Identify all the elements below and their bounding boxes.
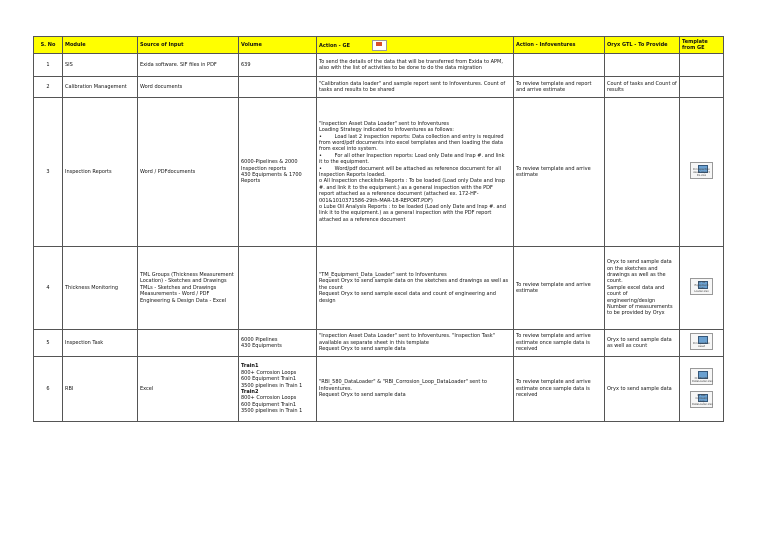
cell-action-ge-line: "Calibration data loader" and sample report sent to Infoventures. Count of <box>319 80 506 87</box>
cell-action-info <box>514 98 605 247</box>
cell-action-info-line: estimate <box>516 288 539 294</box>
cell-action-ge <box>317 247 514 330</box>
cell-action-ge-line: Request Oryx to send sample data <box>319 346 406 353</box>
migration-table <box>33 36 724 422</box>
cell-volume <box>239 330 317 357</box>
cell-template <box>680 357 724 422</box>
cell-volume-line: Train1 <box>241 363 259 370</box>
cell-source-line: Measurements - Word / PDF <box>140 291 210 298</box>
cell-source: Exida software. SIF files in PDF <box>138 54 239 77</box>
cell-volume-line: Inspection reports <box>241 165 287 172</box>
cell-volume-line: Reports <box>241 178 261 185</box>
cell-oryx-line: drawings as well as the <box>607 271 666 278</box>
attachment-caption: Di Inspection Asset Import DL.xlsx <box>693 168 710 178</box>
cell-action-ge-line: Infoventures. <box>319 385 353 392</box>
excel-attachment-icon[interactable] <box>690 278 713 295</box>
cell-module: Inspection Task <box>63 330 138 357</box>
attachment-caption: Di RBI Corrosion Loop DataLoader.xlsx <box>692 394 713 406</box>
cell-action-ge-line: "RBI_580_DataLoader" & "RBI_Corrosion_Loop_DataLoader" sent to <box>319 379 487 386</box>
cell-sno: 2 <box>34 77 63 98</box>
cell-oryx <box>605 357 680 422</box>
cell-action-ge-line: report attached as a reference document (attached ex. 172-HF- <box>319 191 479 198</box>
cell-oryx-line: Count of tasks and Count of <box>607 80 677 87</box>
cell-action-ge-line: the count <box>319 284 343 291</box>
cell-volume-line: 3500 pipelines in Train 1 <box>241 408 303 415</box>
cell-action-ge-line: tasks and results to be shared <box>319 87 395 93</box>
cell-action-ge <box>317 98 514 247</box>
cell-action-ge-line: also with the list of activities to be done to do the data migration <box>319 65 482 71</box>
cell-action-ge-line: • Load last 2 inspection reports: Data collection and entry is required <box>319 133 504 140</box>
cell-action-ge <box>317 357 514 422</box>
cell-action-info-line: estimate <box>516 172 539 178</box>
cell-action-info <box>514 357 605 422</box>
cell-volume-line: Train2 <box>241 389 259 395</box>
cell-action-info <box>514 330 605 357</box>
header-row <box>34 37 724 54</box>
cell-action-info <box>514 247 605 330</box>
header-source: Source of Input <box>138 37 239 54</box>
table-row <box>34 77 724 98</box>
cell-oryx <box>605 247 680 330</box>
cell-action-ge-line: it to the equipment. <box>319 159 369 166</box>
cell-oryx-line: Oryx to send sample data <box>607 385 672 392</box>
cell-module: Inspection Reports <box>63 98 138 247</box>
table-row <box>34 330 724 357</box>
cell-volume <box>239 357 317 422</box>
cell-action-ge-line: attached as a reference document <box>319 216 406 223</box>
header-volume: Volume <box>239 37 317 54</box>
cell-oryx-line: Oryx to send sample data <box>607 336 672 343</box>
cell-action-info-line: received <box>516 392 538 399</box>
cell-action-ge-line: design <box>319 297 336 304</box>
cell-action-info <box>514 54 605 77</box>
cell-action-ge <box>317 54 514 77</box>
cell-action-ge-line: o Lube Oil Analysis Reports : to be loaded (Load only Date and Insp #. and <box>319 204 506 211</box>
cell-template <box>680 98 724 247</box>
excel-attachment-icon[interactable] <box>690 368 713 385</box>
cell-action-ge-line: link it to the equipment.) as a general inspection with the PDF report <box>319 210 492 217</box>
header-oryx: Oryx GTL - To Provide <box>605 37 680 54</box>
cell-sno: 1 <box>34 54 63 77</box>
cell-action-info-line: estimate once sample data is <box>516 385 590 392</box>
cell-action-ge <box>317 77 514 98</box>
cell-module: SIS <box>63 54 138 77</box>
cell-sno: 6 <box>34 357 63 422</box>
cell-template <box>680 330 724 357</box>
cell-sno: 4 <box>34 247 63 330</box>
header-module: Module <box>63 37 138 54</box>
cell-action-info-line: To review template and arrive <box>516 379 591 386</box>
cell-template <box>680 247 724 330</box>
cell-action-ge <box>317 330 514 357</box>
cell-action-ge-line: • For all other Inspection reports: Load only Date and Insp #. and link <box>319 152 505 159</box>
cell-template <box>680 77 724 98</box>
attachment-caption: Di Inspection Asset <box>693 342 710 349</box>
cell-oryx-line: count of <box>607 291 628 298</box>
cell-action-ge-line: Request Oryx to send sample excel data and count of engineering and <box>319 291 496 298</box>
cell-source: Word / PDFdocuments <box>138 98 239 247</box>
cell-action-ge-line: • Word/pdf document will be attached as reference document for all <box>319 165 502 172</box>
cell-action-ge-line: Request Oryx to send sample data <box>319 392 406 399</box>
cell-action-info-line: received <box>516 346 538 353</box>
excel-attachment-icon[interactable] <box>690 162 713 179</box>
cell-oryx <box>605 54 680 77</box>
cell-action-ge-line: #. and link it to the equipment.) as a general inspection with the PDF <box>319 184 493 191</box>
cell-action-ge-line: Request Oryx to send sample data on the sketches and drawings as well as <box>319 278 509 285</box>
cell-action-info-line: estimate once sample data is <box>516 339 590 346</box>
cell-template <box>680 54 724 77</box>
cell-action-info-line: To review template and arrive <box>516 333 591 340</box>
cell-oryx <box>605 98 680 247</box>
cell-source <box>138 330 239 357</box>
cell-action-ge-line: available as separate sheet in this template <box>319 339 429 346</box>
table-row <box>34 54 724 77</box>
table-row <box>34 247 724 330</box>
cell-volume-line: 6000 Pipelines <box>241 336 278 343</box>
attachment-caption: Di TM Equipment Data Loader.xlsx <box>694 281 709 294</box>
cell-volume <box>239 77 317 98</box>
cell-volume-line: 800+ Corrosion Loops <box>241 395 297 402</box>
cell-volume-line: 430 Equipments & 1700 <box>241 172 302 178</box>
cell-volume-line: 3500 pipelines in Train 1 <box>241 382 303 389</box>
table-row <box>34 357 724 422</box>
cell-volume-line: 800+ Corrosion Loops <box>241 369 297 376</box>
cell-volume-line: 6000-Pipelines & 2000 <box>241 159 298 166</box>
cell-oryx-line: engineering/design <box>607 297 656 304</box>
cell-source-line: Location) - Sketches and Drawings <box>140 278 227 285</box>
header-action-ge-label: Action - GE <box>319 42 351 49</box>
table-body <box>34 54 724 422</box>
cell-action-ge-line: 001&1010371586-29th-MAR-18-REPORT.PDF) <box>319 197 433 204</box>
header-action-ge <box>317 37 514 54</box>
cell-action-ge-line: from excel into system. <box>319 146 378 153</box>
cell-volume <box>239 98 317 247</box>
cell-source-line: TMLs - Sketches and Drawings <box>140 284 217 291</box>
cell-oryx-line: Oryx to send sample data <box>607 259 672 266</box>
cell-oryx-line: Sample excel data and <box>607 284 665 291</box>
cell-module: Thickness Monitoring <box>63 247 138 330</box>
excel-attachment-icon[interactable] <box>690 391 713 408</box>
cell-action-ge-line: "TM_Equipment_Data_Loader" sent to Infoventures <box>319 271 447 278</box>
attachment-caption: Di RBI 580 DataLoader.xlsx <box>692 376 713 383</box>
cell-oryx-line: to be provided by Oryx <box>607 310 665 317</box>
cell-volume <box>239 247 317 330</box>
cell-oryx <box>605 77 680 98</box>
cell-sno: 5 <box>34 330 63 357</box>
cell-action-ge-line: Loading Strategy indicated to Infoventures as follows: <box>319 127 454 134</box>
cell-action-info-line: To review template and arrive <box>516 281 591 288</box>
cell-action-info-line: To review template and arrive <box>516 165 591 172</box>
cell-action-ge-line: "Inspection Asset Data Loader" sent to Infoventures. "Inspection Task" <box>319 333 495 340</box>
header-action-info: Action - Infoventures <box>514 37 605 54</box>
cell-action-info-line: To review template and report <box>516 80 592 87</box>
cell-source: Word documents <box>138 77 239 98</box>
cell-source <box>138 247 239 330</box>
cell-volume-line: 600 Equipment Train1 <box>241 376 297 383</box>
cell-module: RBI <box>63 357 138 422</box>
cell-source-line: Engineering & Design Data - Excel <box>140 297 227 304</box>
header-template: Template from GE <box>680 37 724 54</box>
cell-oryx <box>605 330 680 357</box>
cell-oryx-line: results <box>607 87 624 93</box>
cell-source-line: TML Groups (Thickness Measurement <box>140 271 234 278</box>
cell-action-ge-line: To send the details of the data that will be transferred from Exida to APM, <box>319 58 503 65</box>
cell-oryx-line: Number of measurements <box>607 304 673 311</box>
cell-action-info <box>514 77 605 98</box>
cell-volume: 639 <box>239 54 317 77</box>
cell-oryx-line: on the sketches and <box>607 265 658 272</box>
excel-attachment-icon[interactable] <box>690 333 713 350</box>
cell-action-ge-line: Inspection Reports loaded. <box>319 172 386 178</box>
cell-volume-line: 600 Equipment Train1 <box>241 401 297 408</box>
cell-source: Excel <box>138 357 239 422</box>
cell-module: Calibration Management <box>63 77 138 98</box>
cell-action-ge-line: o All Inspection checklists Reports : To be loaded (Load only Date and Insp <box>319 178 505 185</box>
cell-action-info-line: and arrive estimate <box>516 87 566 93</box>
table-row <box>34 98 724 247</box>
header-sno: S. No <box>34 37 63 54</box>
cell-volume-line: 430 Equipments <box>241 343 282 349</box>
cell-oryx-line: count. <box>607 278 623 285</box>
cell-oryx-line: as well as count <box>607 343 648 349</box>
cell-sno: 3 <box>34 98 63 247</box>
cell-action-ge-line: "Inspection Asset Data Loader" sent to Infoventures <box>319 120 449 127</box>
embedded-object-icon[interactable] <box>372 40 387 51</box>
cell-action-ge-line: from word/pdf documents into excel templates and then loading the data <box>319 139 503 146</box>
